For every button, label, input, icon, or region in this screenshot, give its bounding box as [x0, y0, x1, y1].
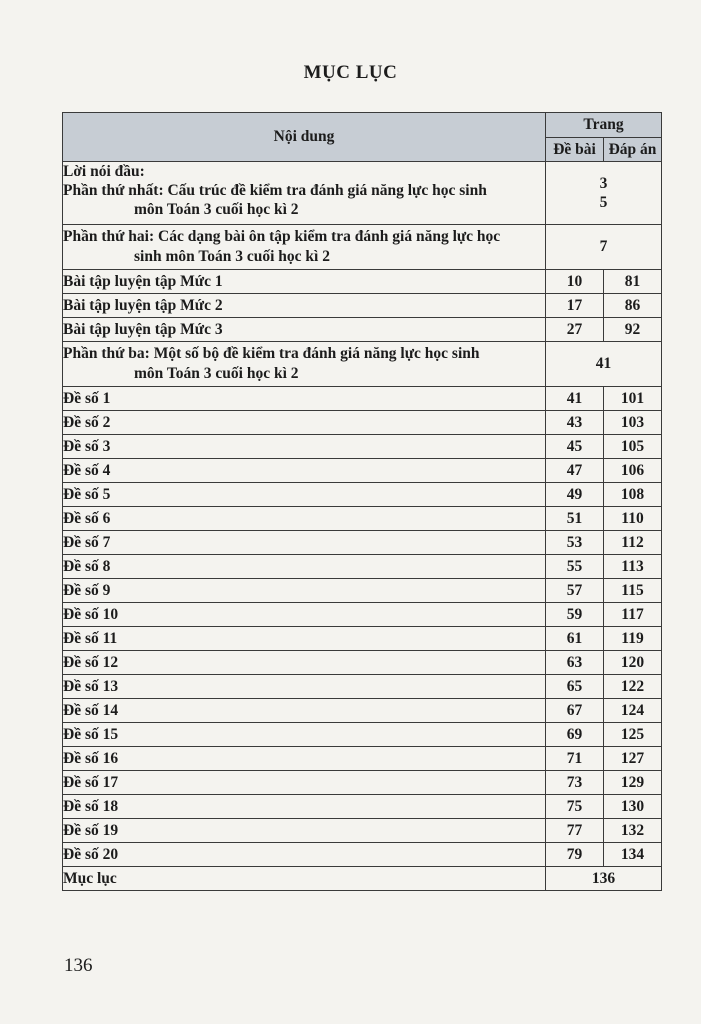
row-dap-an: 117	[604, 603, 662, 627]
intro-line-2: Phần thứ nhất: Cấu trúc đề kiểm tra đánh giá năng lực học sinh	[63, 182, 487, 199]
row-de-bai: 77	[546, 819, 604, 843]
table-row-intro	[63, 162, 662, 225]
row-de-bai: 69	[546, 723, 604, 747]
table-row	[63, 747, 662, 771]
row-dap-an: 105	[604, 435, 662, 459]
page-number: 136	[64, 955, 93, 976]
row-de-bai: 41	[546, 387, 604, 411]
row-dap-an: 103	[604, 411, 662, 435]
toc-table	[62, 112, 662, 891]
intro-page-2: 5	[599, 194, 608, 211]
table-row	[63, 507, 662, 531]
row-label: Đề số 10	[63, 603, 546, 627]
row-dap-an: 119	[604, 627, 662, 651]
row-de-bai: 17	[546, 294, 604, 318]
row-dap-an: 101	[604, 387, 662, 411]
table-row	[63, 483, 662, 507]
row-label: Đề số 16	[63, 747, 546, 771]
part2-cell	[63, 225, 546, 270]
table-row	[63, 294, 662, 318]
row-de-bai: 27	[546, 318, 604, 342]
header-dap-an: Đáp án	[604, 138, 662, 162]
part2-line-1: Phần thứ hai: Các dạng bài ôn tập kiểm tra đánh giá năng lực học	[63, 228, 501, 245]
row-de-bai: 57	[546, 579, 604, 603]
row-de-bai: 43	[546, 411, 604, 435]
table-row	[63, 435, 662, 459]
row-label: Đề số 13	[63, 675, 546, 699]
row-label: Đề số 19	[63, 819, 546, 843]
table-row	[63, 795, 662, 819]
row-dap-an: 120	[604, 651, 662, 675]
table-row	[63, 771, 662, 795]
row-dap-an: 132	[604, 819, 662, 843]
table-row	[63, 603, 662, 627]
table-row-part3	[63, 342, 662, 387]
table-row	[63, 387, 662, 411]
row-dap-an: 127	[604, 747, 662, 771]
row-dap-an: 86	[604, 294, 662, 318]
row-label: Đề số 12	[63, 651, 546, 675]
row-label: Đề số 15	[63, 723, 546, 747]
part2-line-2: sinh môn Toán 3 cuối học kì 2	[134, 248, 330, 265]
row-dap-an: 125	[604, 723, 662, 747]
table-row	[63, 723, 662, 747]
table-row-toc	[63, 867, 662, 891]
table-row	[63, 270, 662, 294]
table-row-part2	[63, 225, 662, 270]
row-de-bai: 47	[546, 459, 604, 483]
part3-cell	[63, 342, 546, 387]
row-dap-an: 113	[604, 555, 662, 579]
row-label: Bài tập luyện tập Mức 3	[63, 318, 546, 342]
row-de-bai: 45	[546, 435, 604, 459]
header-content: Nội dung	[63, 113, 546, 162]
row-dap-an: 110	[604, 507, 662, 531]
row-dap-an: 130	[604, 795, 662, 819]
row-de-bai: 67	[546, 699, 604, 723]
part3-line-2: môn Toán 3 cuối học kì 2	[134, 365, 299, 382]
row-label: Đề số 17	[63, 771, 546, 795]
row-label: Đề số 7	[63, 531, 546, 555]
table-row	[63, 819, 662, 843]
intro-pages	[546, 162, 662, 225]
row-dap-an: 106	[604, 459, 662, 483]
row-de-bai: 10	[546, 270, 604, 294]
row-label: Đề số 8	[63, 555, 546, 579]
row-label: Đề số 14	[63, 699, 546, 723]
table-row	[63, 699, 662, 723]
intro-cell	[63, 162, 546, 225]
row-label: Đề số 2	[63, 411, 546, 435]
row-label: Đề số 11	[63, 627, 546, 651]
row-dap-an: 134	[604, 843, 662, 867]
page-title: MỤC LỤC	[303, 62, 398, 83]
row-dap-an: 92	[604, 318, 662, 342]
row-dap-an: 115	[604, 579, 662, 603]
part2-page: 7	[546, 225, 662, 270]
row-de-bai: 63	[546, 651, 604, 675]
row-de-bai: 61	[546, 627, 604, 651]
row-dap-an: 81	[604, 270, 662, 294]
intro-page-1: 3	[599, 175, 608, 192]
row-de-bai: 79	[546, 843, 604, 867]
row-label: Bài tập luyện tập Mức 1	[63, 270, 546, 294]
row-dap-an: 124	[604, 699, 662, 723]
row-dap-an: 129	[604, 771, 662, 795]
row-label: Đề số 1	[63, 387, 546, 411]
table-row	[63, 555, 662, 579]
table-row	[63, 318, 662, 342]
header-de-bai: Đề bài	[546, 138, 604, 162]
row-de-bai: 55	[546, 555, 604, 579]
table-row	[63, 675, 662, 699]
part3-line-1: Phần thứ ba: Một số bộ đề kiểm tra đánh giá năng lực học sinh	[63, 345, 480, 362]
row-de-bai: 71	[546, 747, 604, 771]
table-row	[63, 411, 662, 435]
row-label: Đề số 3	[63, 435, 546, 459]
row-de-bai: 51	[546, 507, 604, 531]
part3-page: 41	[546, 342, 662, 387]
row-dap-an: 112	[604, 531, 662, 555]
row-label: Bài tập luyện tập Mức 2	[63, 294, 546, 318]
row-de-bai: 49	[546, 483, 604, 507]
row-label: Đề số 20	[63, 843, 546, 867]
table-row	[63, 579, 662, 603]
table-row	[63, 843, 662, 867]
toc-label: Mục lục	[63, 867, 546, 891]
table-row	[63, 531, 662, 555]
row-label: Đề số 5	[63, 483, 546, 507]
row-label: Đề số 18	[63, 795, 546, 819]
toc-page: 136	[546, 867, 662, 891]
row-de-bai: 65	[546, 675, 604, 699]
row-de-bai: 59	[546, 603, 604, 627]
row-label: Đề số 6	[63, 507, 546, 531]
table-row	[63, 459, 662, 483]
intro-line-1: Lời nói đầu:	[63, 163, 145, 180]
table-row	[63, 651, 662, 675]
row-dap-an: 108	[604, 483, 662, 507]
row-de-bai: 75	[546, 795, 604, 819]
row-de-bai: 53	[546, 531, 604, 555]
row-de-bai: 73	[546, 771, 604, 795]
intro-line-3: môn Toán 3 cuối học kì 2	[134, 201, 299, 218]
table-row	[63, 627, 662, 651]
row-dap-an: 122	[604, 675, 662, 699]
header-trang: Trang	[546, 113, 662, 138]
row-label: Đề số 9	[63, 579, 546, 603]
row-label: Đề số 4	[63, 459, 546, 483]
